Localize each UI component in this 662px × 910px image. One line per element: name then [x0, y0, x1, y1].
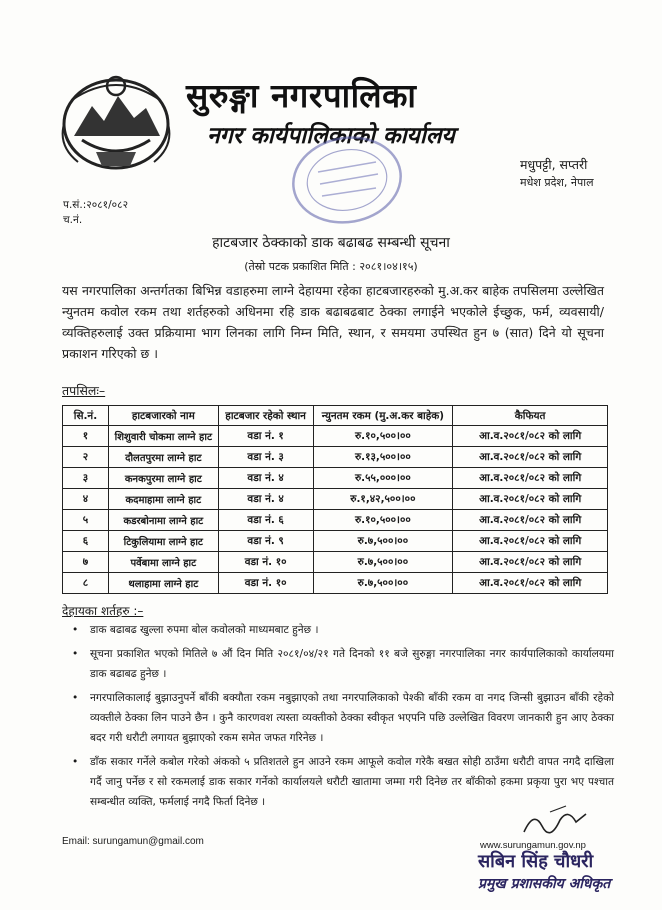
table-cell: वडा नं. १	[218, 426, 313, 447]
table-cell: ३	[63, 468, 109, 489]
publication-date: (तेस्रो पटक प्रकाशित मिति : २०८१।०४।१५)	[244, 260, 418, 273]
table-cell: आ.व.२०८१/०८२ को लागि	[453, 489, 608, 510]
table-cell: वडा नं. ९	[218, 531, 313, 552]
table-cell: रु.१०,५००।००	[313, 510, 453, 531]
bullet-icon: •	[72, 692, 79, 704]
contact-email: Email: surungamun@gmail.com	[62, 836, 204, 847]
list-item	[62, 688, 614, 748]
table-cell: ६	[63, 531, 109, 552]
bullet-icon: •	[72, 624, 79, 636]
table-cell: आ.व.२०८१/०८२ को लागि	[453, 426, 608, 447]
table-cell: रु.१३,५००।००	[313, 447, 453, 468]
address-line-1: मधुपट्टी, सप्तरी	[520, 157, 588, 172]
office-seal-stamp-icon	[288, 132, 406, 227]
table-row	[63, 552, 608, 573]
table-row	[63, 510, 608, 531]
conditions-heading: देहायका शर्तहरु :–	[62, 604, 144, 618]
table-cell: वडा नं. १०	[218, 573, 313, 594]
table-cell: आ.व.२०८१/०८२ को लागि	[453, 552, 608, 573]
signatory-name: सबिन सिंह चौधरी	[478, 851, 594, 872]
table-cell: पर्वेबामा लाग्ने हाट	[108, 552, 218, 573]
table-cell: आ.व.२०८१/०८२ को लागि	[453, 447, 608, 468]
table-row	[63, 573, 608, 594]
notice-body: यस नगरपालिका अन्तर्गतका बिभिन्न वडाहरुमा लाग्ने देहायमा रहेका हाटबजारहरुको मु.अ.कर बाहेक तपसिलमा उल्लेखित न्युनतम कवोल रकम तथा शर्तहरुको अधिनमा रहि डाक बढाबढबाट ठेक्का लगाईने भएकोले ईच्छुक, फर्म, व्यवसायी/व्यक्तिहरुलाई उक्त प्रक्रियामा भाग लिनका लागि निम्न मिति, स्थान, र समयमा उपस्थित हुन ७ (सात) दिने यो सूचना प्रकाशन गरिएको छ ।	[62, 283, 604, 361]
table-cell: आ.व.२०८१/०८२ को लागि	[453, 510, 608, 531]
table-cell: कदमाहामा लाग्ने हाट	[108, 489, 218, 510]
table-row	[63, 468, 608, 489]
table-row	[63, 426, 608, 447]
table-row	[63, 489, 608, 510]
table-header-row	[63, 406, 608, 426]
table-cell: वडा नं. ६	[218, 510, 313, 531]
list-item	[62, 620, 614, 640]
table-cell: थलाहामा लाग्ने हाट	[108, 573, 218, 594]
municipality-title: सुरुङ्गा नगरपालिका	[186, 76, 417, 115]
list-item	[62, 644, 614, 684]
conditions-list	[62, 620, 614, 816]
table-cell: कडरबोनामा लाग्ने हाट	[108, 510, 218, 531]
column-header: न्युनतम रकम (मु.अ.कर बाहेक)	[313, 406, 453, 426]
table-cell: कनकपुरमा लाग्ने हाट	[108, 468, 218, 489]
condition-text: डाक बढाबढ खुल्ला रुपमा बोल कवोलको माध्यमबाट हुनेछ ।	[90, 624, 319, 636]
website-url: www.surungamun.gov.np	[480, 840, 586, 851]
condition-text: सूचना प्रकाशित भएको मितिले ७ औं दिन मिति २०८१/०४/२१ गते दिनको ११ बजे सुरुङ्गा नगरपालिका नगर कार्यपालिकाको कार्यालयमा डाक बढाबढ हुनेछ ।	[90, 648, 614, 680]
table-cell: रु.७,५००।००	[313, 552, 453, 573]
table-cell: ७	[63, 552, 109, 573]
condition-text: नगरपालिकालाई बुझाउनुपर्ने बाँकी बक्यौता रकम नबुझाएको तथा नगरपालिकाको पेश्की बाँकी रकम वा नगद जिन्सी बुझाउन बाँकी रहेको व्यक्तीले ठेक्का लिन पाउने छैन । कुनै कारणवश त्यस्ता व्यक्तीको ठेक्का स्वीकृत भएपनि पछि उल्लेखित विवरण जानकारी हुन आए ठेक्का बदर गरी धरौटी लगायत बुझाएको रकम समेत जफत गरिनेछ ।	[90, 692, 614, 744]
table-cell: वडा नं. ३	[218, 447, 313, 468]
details-label: तपसिलः–	[62, 383, 106, 398]
table-cell: रु.५५,०००।००	[313, 468, 453, 489]
column-header: हाटबजारको नाम	[108, 406, 218, 426]
column-header: कैफियत	[453, 406, 608, 426]
bullet-icon: •	[72, 756, 79, 768]
handwritten-signature-icon	[520, 800, 590, 840]
table-cell: रु.७,५००।००	[313, 531, 453, 552]
table-cell: रु.१०,५००।००	[313, 426, 453, 447]
table-cell: वडा नं. ४	[218, 489, 313, 510]
table-cell: वडा नं. १०	[218, 552, 313, 573]
office-subtitle: नगर कार्यपालिकाको कार्यालय	[207, 123, 455, 149]
letter-reference-number: प.सं.:२०८१/०८२	[63, 199, 129, 211]
table-cell: दौलतपुरमा लाग्ने हाट	[108, 447, 218, 468]
table-cell: २	[63, 447, 109, 468]
market-contract-table	[62, 405, 608, 594]
column-header: हाटबजार रहेको स्थान	[218, 406, 313, 426]
table-cell: आ.व.२०८१/०८२ को लागि	[453, 468, 608, 489]
table-cell: १	[63, 426, 109, 447]
nepal-government-emblem-icon	[52, 66, 180, 178]
notice-heading: हाटबजार ठेक्काको डाक बढाबढ सम्बन्धी सूचना	[212, 235, 450, 251]
table-cell: आ.व.२०८१/०८२ को लागि	[453, 573, 608, 594]
address-line-2: मधेश प्रदेश, नेपाल	[520, 176, 594, 189]
table-cell: वडा नं. ४	[218, 468, 313, 489]
bullet-icon: •	[72, 648, 79, 660]
table-cell: शिशुवारी चोकमा लाग्ने हाट	[108, 426, 218, 447]
table-cell: ८	[63, 573, 109, 594]
table-row	[63, 531, 608, 552]
column-header: सि.नं.	[63, 406, 109, 426]
signatory-role: प्रमुख प्रशासकीय अधिकृत	[478, 876, 611, 892]
table-row	[63, 447, 608, 468]
table-cell: टिकुलियामा लाग्ने हाट	[108, 531, 218, 552]
condition-text: डाँक सकार गर्नेले कबोल गरेको अंकको ५ प्रतिशतले हुन आउने रकम आफूले कवोल गरेकै बखत सोही ठाउँमा धरौटी वापत नगदै दाखिला गर्दै जानु पर्नेछ र सो रकमलाई डाक सकार गर्नेको कार्यालयले धरौटी खातामा जम्मा गरी दिनेछ तर बाँकीको हकमा प्रकृया पुरा भए पश्चात सम्बन्धीत व्यक्ति, फर्मलाई नगदै फिर्ता दिनेछ ।	[90, 756, 614, 808]
dispatch-number: च.नं.	[63, 214, 83, 226]
table-cell: ५	[63, 510, 109, 531]
table-cell: रु.७,५००।००	[313, 573, 453, 594]
table-cell: रु.१,४२,५००।००	[313, 489, 453, 510]
table-cell: ४	[63, 489, 109, 510]
table-cell: आ.व.२०८१/०८२ को लागि	[453, 531, 608, 552]
